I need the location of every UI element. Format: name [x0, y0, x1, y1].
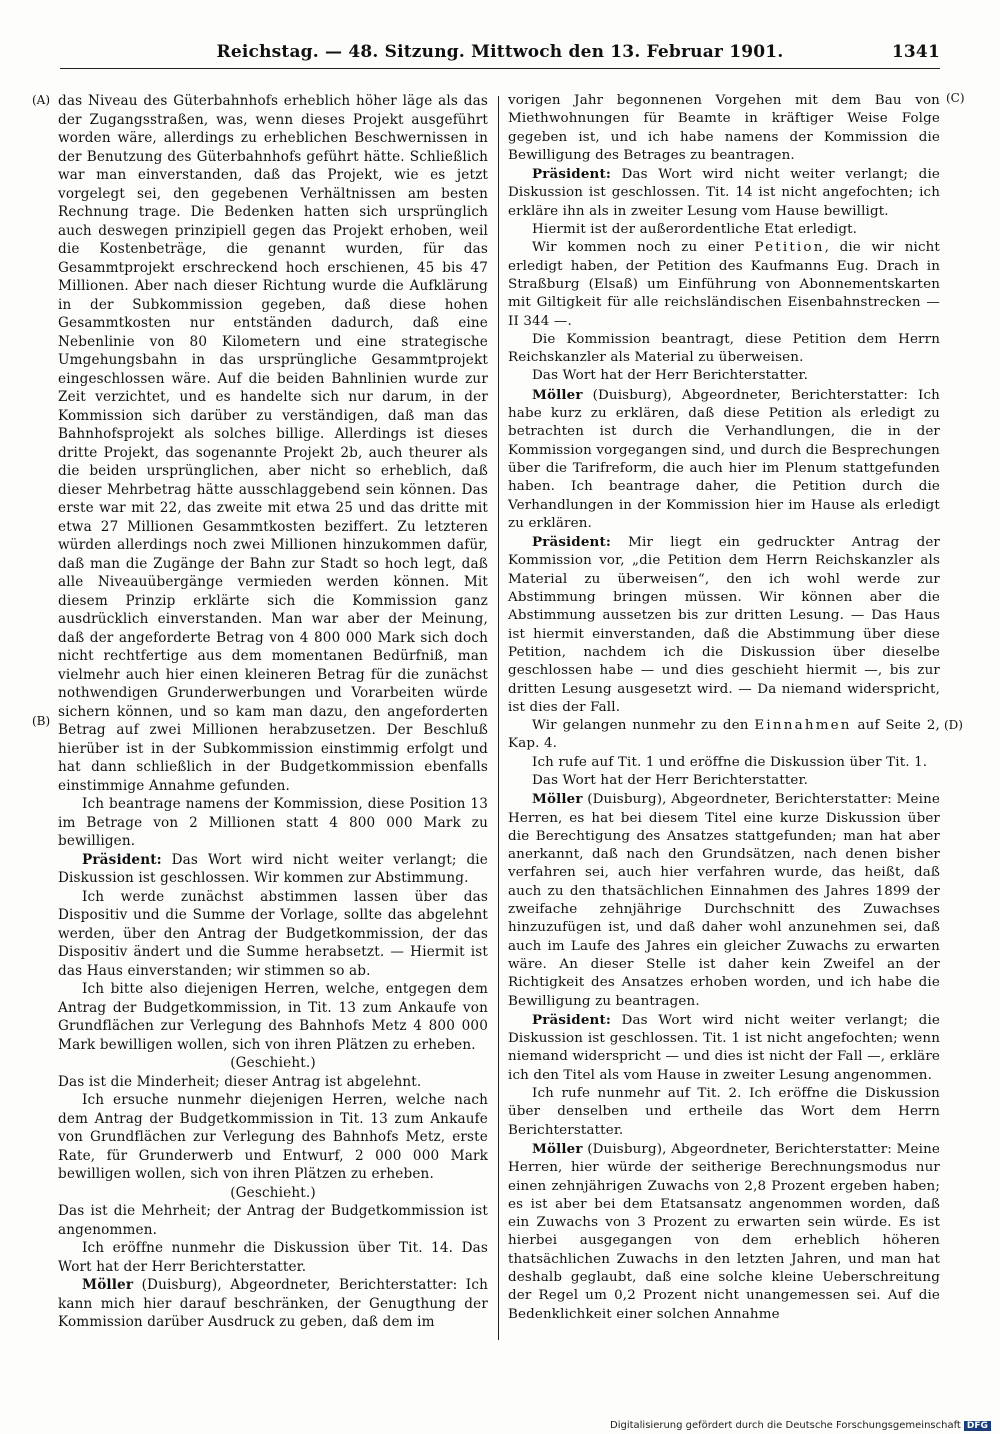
paragraph: Das ist die Minderheit; dieser Antrag ist abgelehnt.: [58, 1073, 422, 1090]
speech-text: (Duisburg), Abgeordneter, Berichterstatter: Meine Herren, hier würde der seitherige Berechnungsmodus nur einen zehnjährigen Zuwachs von 2,8 Prozent ergeben haben; es ist aber bei dem Etatsansatz angenommen worden, daß ein Zuwachs von 3 Prozent zu erwarten sein würde. Es ist hierbei ausgegangen von dem erheblich höheren thatsächlichen Zuwachs in den letzten Jahren, und man hat deshalb geglaubt, daß eine solche kleine Ueberschreitung der Regel um 0,2 Prozent nicht unangemessen sei. Auf die Bedenklichkeit einer solchen Annahme: [508, 1141, 940, 1322]
paragraph: Ich ersuche nunmehr diejenigen Herren, welche nach dem Antrag der Budgetkommission in Tit. 13 zum Ankaufe von Grundflächen zur Verlegung des Bahnhofs Metz, erste Rate, für Grunderwerb und Entwurf, 2 000 000 Mark bewilligen wollen, sich von ihren Plätzen zu erheben.: [58, 1092, 488, 1182]
dfg-logo: DFG: [964, 1421, 991, 1431]
paragraph: [508, 165, 940, 221]
speaker-name: Möller: [532, 1140, 583, 1157]
speech-text: Das Wort wird nicht weiter verlangt; die Diskussion ist geschlossen. Tit. 1 ist nicht angefochten; wenn niemand widerspricht — und dies ist nicht der Fall —, erkläre ich den Titel als vom Hause in zweiter Lesung angenommen.: [508, 1012, 940, 1083]
paragraph: [58, 1276, 488, 1332]
paragraph: [508, 533, 940, 717]
paragraph: Ich eröffne nunmehr die Diskussion über Tit. 14. Das Wort hat der Herr Berichterstatter.: [58, 1240, 488, 1275]
speaker-name: Möller: [532, 386, 583, 403]
text-run: Wir kommen noch zu einer: [532, 240, 755, 256]
paragraph: Hiermit ist der außerordentliche Etat erledigt.: [532, 222, 858, 238]
header-rule: [60, 68, 940, 69]
speaker-name: Präsident:: [532, 1011, 611, 1028]
margin-marker-b: (B): [32, 714, 51, 728]
speech-text: (Duisburg), Abgeordneter, Berichterstatter: Meine Herren, es hat bei diesem Titel eine kurze Diskussion über die Berechtigung des Ansatzes stattgefunden; man hat aber anerkannt, daß nach den Grundsätzen, nach denen bisher verfahren sei, auch hier verfahren wurde, das heißt, daß auch zu den thatsächlichen Einnahmen des Jahres 1899 der zweifache zehnjährige Durchschnitt des Zuwachses hinzuzufügen ist, und daß daher wohl anzunehmen sei, daß auch im Laufe des Jahres ein gleicher Zuwachs zu erwarten wäre. An dieser Stelle ist daher kein Zweifel an der Richtigkeit des Ansatzes erhoben worden, und ich habe die Bewilligung zu beantragen.: [508, 792, 940, 1009]
page-header: [60, 42, 940, 68]
text-run: Wir gelangen nunmehr zu den: [532, 718, 755, 734]
paragraph: [508, 1140, 940, 1324]
paragraph: [508, 790, 940, 1011]
text-run: , die wir nicht erledigt haben, der Petition des Kaufmanns Eug. Drach in Straßburg (Elsaß) um Einführung von Abonnementskarten mit Giltigkeit für alle reichsländischen Eisenbahnstrecken — II 344 —.: [508, 240, 940, 329]
speech-text: (Duisburg), Abgeordneter, Berichterstatter: Ich kann mich hier darauf beschränken, der Genugthung der Kommission darüber Ausdruck zu geben, daß dem im: [58, 1277, 488, 1330]
margin-marker-d: (D): [944, 718, 963, 732]
speech-text: Mir liegt ein gedruckter Antrag der Kommission vor, „die Petition dem Herrn Reichskanzler als Material zu überweisen“, den ich wohl werde zur Abstimmung bringen müssen. Wir können aber die Abstimmung aussetzen bis zur dritten Lesung. — Das Haus ist hiermit einverstanden, daß die Abstimmung über diese Petition, nachdem ich die Diskussion über dieselbe geschlossen habe — und dies geschieht hiermit —, bis zur dritten Lesung ausgesetzt wird. — Da niemand widerspricht, ist dies der Fall.: [508, 535, 940, 715]
speaker-name: Präsident:: [82, 851, 162, 868]
speaker-name: Möller: [532, 791, 583, 808]
paragraph: Ich beantrage namens der Kommission, diese Position 13 im Betrage von 2 Millionen statt 4 800 000 Mark zu bewilligen.: [58, 796, 488, 849]
paragraph: Ich werde zunächst abstimmen lassen über das Dispositiv und die Summe der Vorlage, sollte das abgelehnt werden, über den Antrag der Budgetkommission, der das Dispositiv ändert und die Summe herabsetzt. — Hiermit ist das Haus einverstanden; wir stimmen so ab.: [58, 888, 488, 979]
paragraph: Ich rufe auf Tit. 1 und eröffne die Diskussion über Tit. 1.: [532, 754, 928, 770]
digitization-credit: [610, 1420, 990, 1431]
paragraph: [508, 386, 940, 533]
paragraph: das Niveau des Güterbahnhofs erheblich höher läge als das der Zugangsstraßen, was, wenn dieses Projekt ausgeführt worden wäre, allerdings zu erheblichen Beschwernissen in der Benutzung des Güterbahnhofs geführt hätte. Schließlich war man einverstanden, daß das Projekt, wie es jetzt vorgelegt sei, den gegebenen Verhältnissen am besten Rechnung trage. Die Bedenken hatten sich ursprünglich auch deswegen prinzipiell gegen das Projekt erhoben, weil die Kostenbeträge, die genannt wurden, für das Gesammtprojekt erschreckend hoch erschienen, 45 bis 47 Millionen. Aber nach dieser Richtung wurde die Aufklärung in der Subkommission gegeben, daß diese hohen Gesammtkosten nur entständen dadurch, daß eine Nebenlinie von 80 Kilometern und eine strategische Umgehungsbahn in das ursprüngliche Gesammtprojekt eingeschlossen wäre. Auf die beiden Bahnlinien wurde zur Zeit verzichtet, und es handelte sich nur darum, in der Kommission sich darüber zu verständigen, daß man das Bahnhofsprojekt als solches billige. Allerdings ist dieses dritte Projekt, das sogenannte Projekt 2b, auch theurer als die beiden ursprünglichen, aber nicht so erheblich, daß dieser Mehrbetrag hätte ausschlaggebend sein können. Das erste war mit 22, das zweite mit etwa 25 und das dritte mit etwa 27 Millionen Gesammtkosten beziffert. Zu letzteren würden allerdings noch zwei Millionen hinzukommen dafür, daß man die Zugänge der Bahn zur Stadt so hoch legt, daß alle Niveauübergänge vermieden werden können. Mit diesem Prinzip erklärte sich die Kommission ganz ausdrücklich einverstanden. Man war aber der Meinung, daß der angeforderte Betrag von 4 800 000 Mark sich doch nicht rechtfertige aus dem momentanen Bedürfniß, man vielmehr auch hier einen kleineren Betrag für die zunächst nothwendigen Grunderwerbungen und Vorarbeiten würde sichern können, und so kam man dazu, den angeforderten Betrag auf zwei Millionen herabzusetzen. Der Beschluß hierüber ist in der Subkommission einstimmig erfolgt und hat dann schließlich in der Budgetkommission ebenfalls einstimmige Annahme gefunden.: [58, 93, 488, 794]
paragraph: Die Kommission beantragt, diese Petition dem Herrn Reichskanzler als Material zu überweisen.: [508, 331, 940, 366]
margin-marker-a: (A): [32, 93, 51, 107]
paragraph: Das Wort hat der Herr Berichterstatter.: [532, 772, 809, 788]
speech-text: (Duisburg), Abgeordneter, Berichterstatter: Ich habe kurz zu erklären, daß diese Petition als erledigt zu betrachten ist durch die Verhandlungen, die in der Kommission vorgegangen sind, und durch die Besprechungen über die Tarifreform, die auch hier im Plenum stattgefunden haben. Ich beantrage daher, die Petition durch die Verhandlungen in der Kommission hier im Hause als erledigt zu erklären.: [508, 387, 940, 531]
spaced-term: Einnahmen: [754, 718, 852, 734]
paragraph: [58, 851, 488, 888]
paragraph: Ich bitte also diejenigen Herren, welche, entgegen dem Antrag der Budgetkommission, in Tit. 13 zum Ankaufe von Grundflächen zur Verlegung des Bahnhofs Metz 4 800 000 Mark bewilligen wollen, sich von ihren Plätzen zu erheben.: [58, 981, 488, 1053]
paragraph: Das ist die Mehrheit; der Antrag der Budgetkommission ist angenommen.: [58, 1203, 488, 1238]
right-column: [508, 92, 940, 1324]
paragraph: [508, 239, 940, 330]
credit-text: Digitalisierung gefördert durch die Deutsche Forschungsgemeinschaft: [610, 1420, 961, 1431]
paragraph: Ich rufe nunmehr auf Tit. 2. Ich eröffne die Diskussion über denselben und ertheile das Wort dem Herrn Berichterstatter.: [508, 1086, 940, 1138]
left-column: [58, 92, 488, 1332]
column-divider: [498, 96, 499, 1340]
margin-marker-c: (C): [946, 91, 965, 105]
speaker-name: Präsident:: [532, 166, 611, 183]
paragraph: [508, 1011, 940, 1085]
speaker-name: Präsident:: [532, 534, 611, 551]
speaker-name: Möller: [82, 1277, 134, 1293]
stage-direction: (Geschieht.): [230, 1184, 316, 1201]
paragraph: [508, 717, 940, 754]
spaced-term: Petition: [754, 240, 825, 256]
page-number: 1341: [891, 42, 940, 62]
paragraph: vorigen Jahr begonnenen Vorgehen mit dem Bau von Miethwohnungen für Beamte in kräftiger Weise Folge gegeben ist, und ich habe namens der Kommission die Bewilligung des Betrages zu beantragen.: [508, 93, 940, 163]
speech-text: Das Wort wird nicht weiter verlangt; die Diskussion ist geschlossen. Tit. 14 ist nicht angefochten; ich erkläre ihn als in zweiter Lesung vom Hause bewilligt.: [508, 167, 940, 219]
stage-direction: (Geschieht.): [230, 1055, 316, 1071]
speech-text: Das Wort wird nicht weiter verlangt; die Diskussion ist geschlossen. Wir kommen zur Abstimmung.: [58, 851, 488, 886]
paragraph: Das Wort hat der Herr Berichterstatter.: [532, 368, 809, 384]
page-title: Reichstag. — 48. Sitzung. Mittwoch den 13. Februar 1901.: [216, 42, 784, 62]
text-run: auf Seite 2, Kap. 4.: [508, 718, 940, 752]
